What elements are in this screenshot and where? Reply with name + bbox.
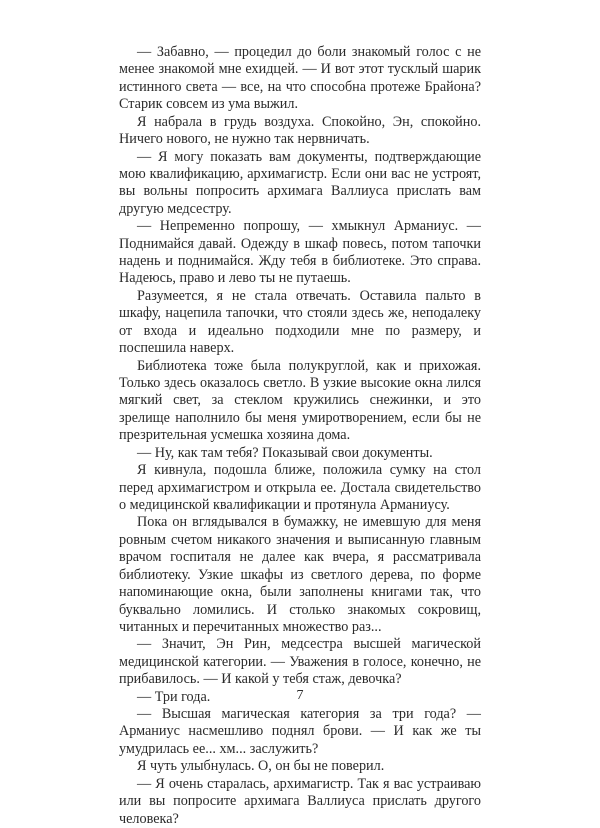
paragraph: Пока он вглядывался в бумажку, не имевшую для меня ровным счетом никакого значения и выписанную главным врачом госпиталя не далее как вчера, я рассматривала библиотеку. Узкие шкафы из светлого дерева, по форме напоминающие окна, были заполнены книгами так, что буквально ломились. И столько знакомых сокровищ, читанных и перечитанных множество раз... [119, 514, 481, 635]
paragraph: — Непременно попрошу, — хмыкнул Арманиус. — Поднимайся давай. Одежду в шкаф повесь, потом тапочки надень и поднимайся. Жду тебя в библиотеке. Это справа. Надеюсь, право и лево ты не путаешь. [119, 218, 481, 287]
page-number: 7 [296, 688, 304, 703]
paragraph: — Забавно, — процедил до боли знакомый голос с не менее знакомой мне ехидцей. — И вот этот тусклый шарик истинного света — все, на что способна протеже Брайона? Старик совсем из ума выжил. [119, 44, 481, 113]
paragraph: — Три года. [137, 688, 211, 705]
paragraph: Библиотека тоже была полукруглой, как и прихожая. Только здесь оказалось светло. В узкие высокие окна лился мягкий свет, за стеклом кружились снежинки, и это зрелище наполнило бы меня умиротворением, если бы не презрительная усмешка хозяина дома. [119, 357, 481, 444]
paragraph: — Я могу показать вам документы, подтверждающие мою квалификацию, архимагистр. Если они вас не устроят, вы вольны попросить архимага Валлиуса прислать вам другую медсестру. [119, 148, 481, 217]
paragraph: — Высшая магическая категория за три года? — Арманиус насмешливо поднял брови. — И как же ты умудрилась ее... хм... заслужить? [119, 706, 481, 757]
paragraph: — Я очень старалась, архимагистр. Так я вас устраиваю или вы попросите архимага Валлиуса прислать другого человека? [119, 775, 481, 827]
paragraph: Я чуть улыбнулась. О, он бы не поверил. [137, 758, 385, 775]
paragraph: — Значит, Эн Рин, медсестра высшей магической медицинской категории. — Уважения в голосе, конечно, не прибавилось. — И какой у тебя стаж, девочка? [119, 636, 481, 688]
body-text [119, 44, 481, 828]
paragraph: Я кивнула, подошла ближе, положила сумку на стол перед архимагистром и открыла ее. Достала свидетельство о медицинской квалификации и протянула Арманиусу. [119, 462, 481, 513]
paragraph: Разумеется, я не стала отвечать. Оставила пальто в шкафу, нацепила тапочки, что стояли здесь же, неподалеку от входа и идеально подходили мне по размеру, и поспешила наверх. [119, 287, 481, 357]
paragraph: — Ну, как там тебя? Показывай свои документы. [137, 444, 433, 461]
paragraph: Я набрала в грудь воздуха. Спокойно, Эн, спокойно. Ничего нового, не нужно так нервничать. [119, 113, 481, 148]
